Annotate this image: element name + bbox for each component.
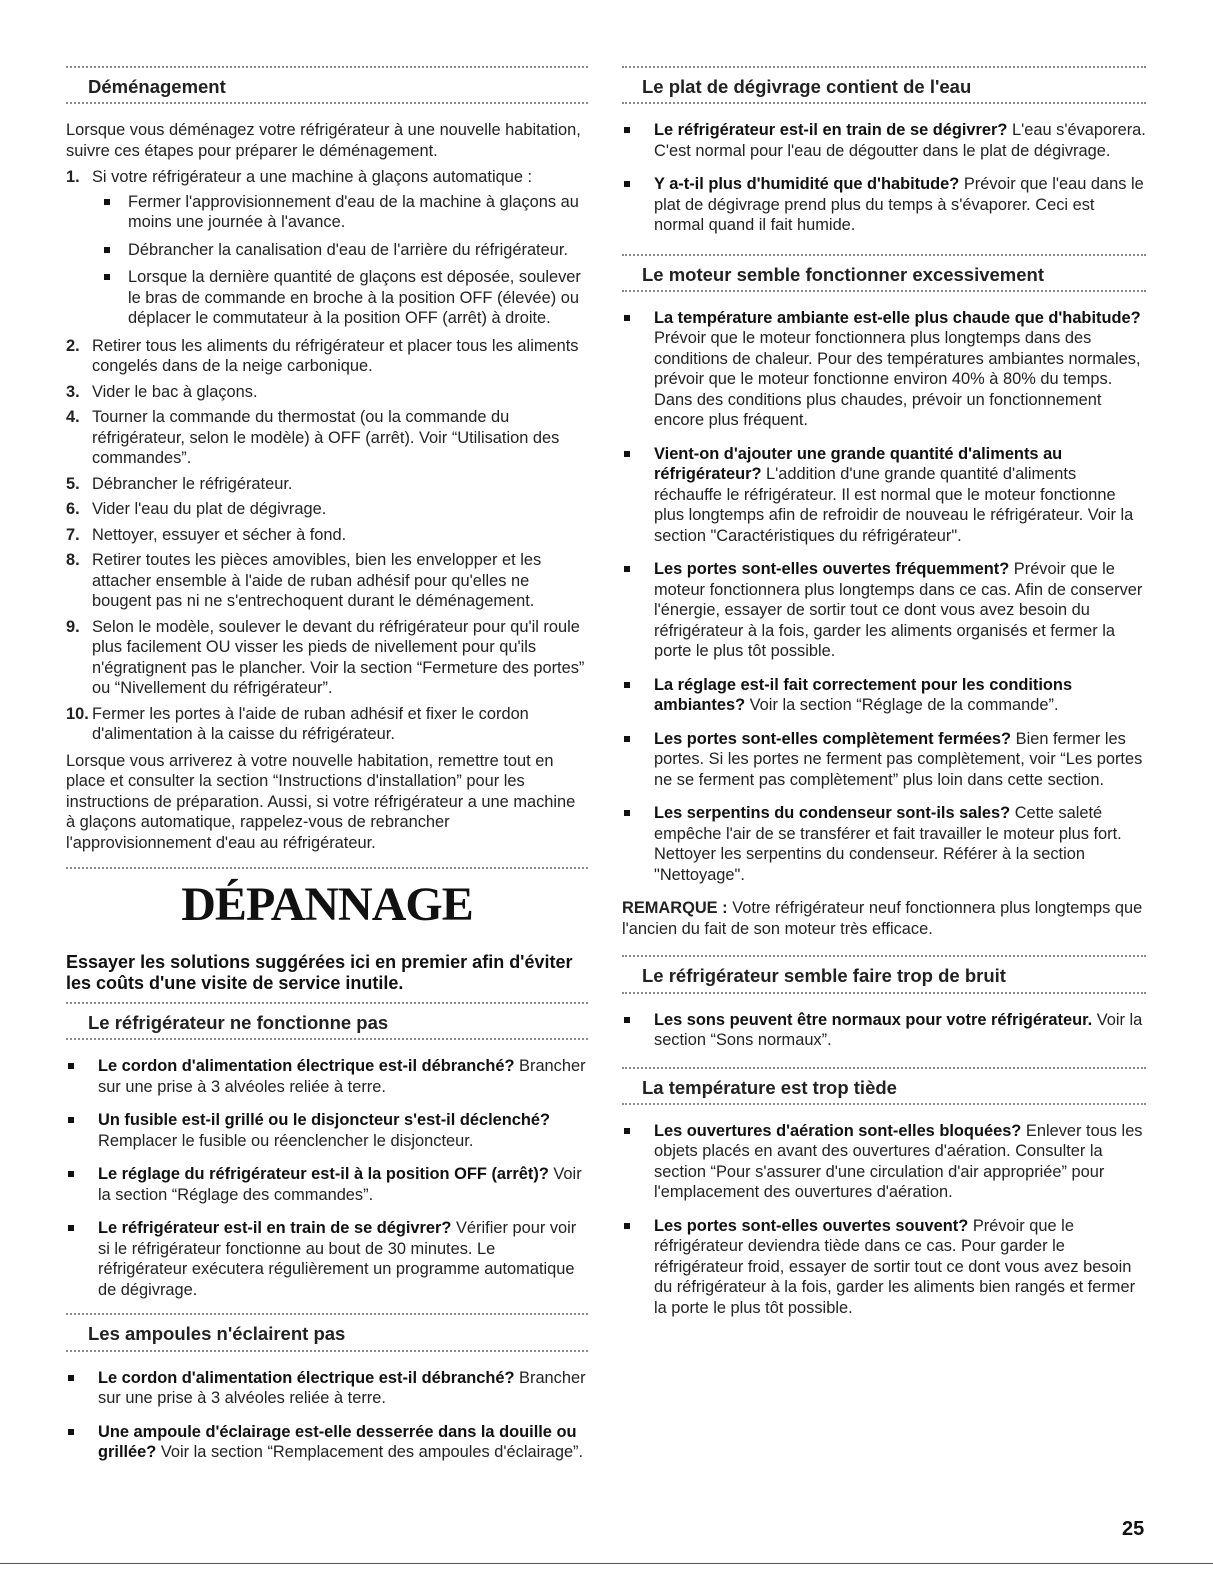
qa-item <box>622 444 1146 547</box>
question: Le réglage du réfrigérateur est-il à la position OFF (arrêt)? <box>98 1165 549 1184</box>
warm-list <box>622 1121 1146 1319</box>
step-text: Nettoyer, essuyer et sécher à fond. <box>92 525 347 544</box>
step-number: 6. <box>66 500 80 519</box>
divider <box>66 867 588 871</box>
question: Les portes sont-elles ouvertes fréquemment? <box>654 560 1010 579</box>
step-text: Tourner la commande du thermostat (ou la commande du réfrigérateur, selon le modèle) à OFF (arrêt). Voir “Utilisation des commandes”. <box>92 408 560 468</box>
step-item <box>66 407 588 469</box>
motor-list <box>622 308 1146 886</box>
step-text: Fermer les portes à l'aide de ruban adhésif et fixer le cordon d'alimentation à la caisse du réfrigérateur. <box>92 704 529 744</box>
sub-item <box>92 192 588 233</box>
square-bullet-icon <box>68 1171 74 1177</box>
step-item <box>66 499 588 520</box>
square-bullet-icon <box>104 199 110 205</box>
step-item <box>66 167 588 329</box>
left-column <box>66 66 588 1476</box>
square-bullet-icon <box>624 736 630 742</box>
question: Une ampoule d'éclairage est-elle desserrée dans la douille ou grillée? <box>98 1422 577 1462</box>
qa-item <box>622 559 1146 662</box>
step-item <box>66 525 588 546</box>
answer: Vérifier pour voir si le réfrigérateur fonctionne au bout de 30 minutes. Le réfrigérateur exécutera régulièrement un programme automatique de dégivrage. <box>98 1219 577 1299</box>
qa-item <box>622 1216 1146 1319</box>
sub-item <box>92 267 588 329</box>
answer: Prévoir que l'eau dans le plat de dégivrage prend plus du temps à s'évaporer. Ceci est normal quand il fait humide. <box>654 175 1144 235</box>
noise-list <box>622 1010 1146 1051</box>
answer: Cette saleté empêche l'air de se transférer et fait travailler le moteur plus fort. Nettoyer les serpentins du condenseur. Référer à la section "Nettoyage". <box>654 804 1122 884</box>
step-number: 9. <box>66 617 80 636</box>
question: Vient-on d'ajouter une grande quantité d'aliments au réfrigérateur? <box>654 444 1063 484</box>
step-text: Débrancher le réfrigérateur. <box>92 474 293 493</box>
divider <box>66 1350 588 1354</box>
section-heading: Le moteur semble fonctionner excessivement <box>642 263 1044 285</box>
answer: L'addition d'une grande quantité d'aliments réchauffe le réfrigérateur. Il est normal que le moteur fonctionne plus longtemps afin de refroidir de nouveau le réfrigérateur. Voir la section "Caractéristiques du réfrigérateur". <box>654 465 1134 545</box>
moving-intro: Lorsque vous déménagez votre réfrigérateur à une nouvelle habitation, suivre ces étapes pour préparer le déménagement. <box>66 121 581 160</box>
answer: Voir la section “Réglage des commandes”. <box>98 1165 582 1204</box>
question: La température ambiante est-elle plus chaude que d'habitude? <box>654 308 1141 327</box>
section-heading: Le réfrigérateur semble faire trop de bruit <box>642 965 1006 987</box>
square-bullet-icon <box>68 1225 74 1231</box>
square-bullet-icon <box>624 181 630 187</box>
qa-item <box>622 308 1146 431</box>
step-sub-list <box>92 192 588 329</box>
qa-item <box>622 1010 1146 1051</box>
step-number: 7. <box>66 525 80 544</box>
step-number: 5. <box>66 474 80 493</box>
answer: Voir la section “Remplacement des ampoules d'éclairage”. <box>160 1443 584 1462</box>
footer-rule <box>0 1563 1213 1564</box>
answer: Bien fermer les portes. Si les portes ne ferment pas complètement, voir “Les portes ne se ferment pas complètement” plus loin dans cette section. <box>654 729 1143 789</box>
divider <box>66 1038 588 1042</box>
answer: Remplacer le fusible ou réenclencher le disjoncteur. <box>98 1131 474 1150</box>
qa-item <box>622 120 1146 161</box>
not-working-heading-block <box>66 1002 588 1042</box>
square-bullet-icon <box>624 810 630 816</box>
page-title: DÉPANNAGE <box>181 878 473 932</box>
answer: Prévoir que le réfrigérateur deviendra tiède dans ce cas. Pour garder le réfrigérateur froid, essayer de sortir tout ce dont vous avez besoin du réfrigérateur à la fois, garder les aliments bien rangés et fermer la porte le plus tôt possible. <box>654 1216 1136 1317</box>
question: Les portes sont-elles ouvertes souvent? <box>654 1216 969 1235</box>
right-column <box>622 66 1146 1331</box>
square-bullet-icon <box>104 274 110 280</box>
divider <box>622 102 1146 106</box>
answer: Prévoir que le moteur fonctionnera plus longtemps dans ce cas. Afin de conserver l'énergie, essayer de sortir tout ce dont vous avez besoin du réfrigérateur à la fois, garder les aliments organisés et fermer la porte le plus tôt possible. <box>654 560 1143 661</box>
qa-item <box>66 1218 588 1300</box>
defrost-heading-block <box>622 66 1146 106</box>
qa-item <box>622 675 1146 716</box>
divider <box>66 102 588 106</box>
step-number: 3. <box>66 382 80 401</box>
sub-item-text: Débrancher la canalisation d'eau de l'arrière du réfrigérateur. <box>128 240 568 259</box>
divider <box>622 992 1146 996</box>
question: Le cordon d'alimentation électrique est-il débranché? <box>98 1368 515 1387</box>
question: Un fusible est-il grillé ou le disjoncteur s'est-il déclenché? <box>98 1111 551 1130</box>
sub-item-text: Fermer l'approvisionnement d'eau de la machine à glaçons au moins une journée à l'avance. <box>128 192 579 232</box>
answer: Voir la section “Sons normaux”. <box>654 1010 1143 1050</box>
square-bullet-icon <box>624 566 630 572</box>
square-bullet-icon <box>624 1017 630 1023</box>
answer: Brancher sur une prise à 3 alvéoles reliée à terre. <box>98 1368 586 1408</box>
sub-item <box>92 240 588 261</box>
step-text: Retirer toutes les pièces amovibles, bien les envelopper et les attacher ensemble à l'aide de ruban adhésif pour qu'elles ne bougent pas ni ne s'entrechoquent durant le déménagement. <box>92 551 542 611</box>
answer: Prévoir que le moteur fonctionnera plus longtemps dans des conditions de chaleur. Pour des températures ambiantes normales, prévoir que le moteur fonctionne environ 40% à 80% du temps. Dans des conditions plus chaudes, prévoir un fonctionnement encore plus fréquent. <box>654 329 1141 430</box>
moving-heading-block <box>66 66 588 106</box>
moving-outro: Lorsque vous arriverez à votre nouvelle habitation, remettre tout en place et consulter la section “Instructions d'installation” pour les instructions de préparation. Aussi, si votre réfrigérateur a une machine à glaçons automatique, rappelez-vous de rebrancher l'approvisionnement d'eau au réfrigérateur. <box>66 751 576 852</box>
noise-heading-block <box>622 955 1146 995</box>
step-item <box>66 474 588 495</box>
motor-heading-block <box>622 254 1146 294</box>
answer: Brancher sur une prise à 3 alvéoles reliée à terre. <box>98 1057 586 1096</box>
question: Y a-t-il plus d'humidité que d'habitude? <box>654 175 960 194</box>
step-number: 1. <box>66 168 80 187</box>
question: Les sons peuvent être normaux pour votre réfrigérateur. <box>654 1010 1093 1029</box>
square-bullet-icon <box>68 1429 74 1435</box>
step-item <box>66 617 588 699</box>
divider <box>622 1103 1146 1107</box>
step-number: 10. <box>66 704 89 723</box>
step-text: Retirer tous les aliments du réfrigérateur et placer tous les aliments congelés dans de la neige carbonique. <box>92 336 579 376</box>
square-bullet-icon <box>624 1223 630 1229</box>
not-working-list <box>66 1056 588 1300</box>
remark-label: REMARQUE : <box>622 899 728 918</box>
step-text: Vider le bac à glaçons. <box>92 382 258 401</box>
answer: Enlever tous les objets placés en avant des ouvertures d'aération. Consulter la section “Pour s'assurer d'une circulation d'air appropriée” pour l'emplacement des ouvertures d'aération. <box>654 1121 1143 1202</box>
question: Le cordon d'alimentation électrique est-il débranché? <box>98 1057 515 1076</box>
square-bullet-icon <box>104 247 110 253</box>
square-bullet-icon <box>624 315 630 321</box>
section-heading: Déménagement <box>88 76 226 97</box>
question: Les ouvertures d'aération sont-elles bloquées? <box>654 1121 1022 1140</box>
section-heading: Le plat de dégivrage contient de l'eau <box>642 76 972 97</box>
step-number: 8. <box>66 551 80 570</box>
moving-steps <box>66 167 588 745</box>
square-bullet-icon <box>624 1128 630 1134</box>
qa-item <box>66 1422 588 1463</box>
step-text: Si votre réfrigérateur a une machine à glaçons automatique : <box>92 168 533 187</box>
qa-item <box>622 729 1146 791</box>
qa-item <box>66 1056 588 1097</box>
remark <box>622 898 1146 939</box>
step-item <box>66 382 588 403</box>
question: La réglage est-il fait correctement pour les conditions ambiantes? <box>654 675 1073 715</box>
qa-item <box>622 803 1146 885</box>
question: Le réfrigérateur est-il en train de se dégivrer? <box>654 121 1008 140</box>
square-bullet-icon <box>68 1375 74 1381</box>
square-bullet-icon <box>68 1063 74 1069</box>
bulbs-list <box>66 1368 588 1463</box>
answer: Voir la section “Réglage de la commande”. <box>749 696 1059 715</box>
square-bullet-icon <box>624 451 630 457</box>
warm-heading-block <box>622 1067 1146 1107</box>
square-bullet-icon <box>624 127 630 133</box>
square-bullet-icon <box>624 682 630 688</box>
question: Les serpentins du condenseur sont-ils sales? <box>654 804 1011 823</box>
qa-item <box>622 1121 1146 1203</box>
qa-item <box>66 1368 588 1409</box>
qa-item <box>622 174 1146 236</box>
defrost-list <box>622 120 1146 236</box>
troubleshooting-intro: Essayer les solutions suggérées ici en premier afin d'éviter les coûts d'une visite de service inutile. <box>66 952 573 994</box>
square-bullet-icon <box>68 1117 74 1123</box>
question: Le réfrigérateur est-il en train de se dégivrer? <box>98 1219 452 1238</box>
section-heading: La température est trop tiède <box>642 1076 897 1098</box>
answer: L'eau s'évaporera. C'est normal pour l'eau de dégoutter dans le plat de dégivrage. <box>654 121 1146 160</box>
section-heading: Les ampoules n'éclairent pas <box>88 1323 346 1345</box>
bulbs-heading-block <box>66 1313 588 1353</box>
remark-text: Votre réfrigérateur neuf fonctionnera plus longtemps que l'ancien du fait de son moteur très efficace. <box>622 899 1143 938</box>
step-number: 4. <box>66 408 80 427</box>
step-item <box>66 550 588 612</box>
page-number: 25 <box>1122 1518 1145 1540</box>
divider <box>622 290 1146 294</box>
step-text: Selon le modèle, soulever le devant du réfrigérateur pour qu'il roule plus facilement OU visser les pieds de nivellement pour qu'ils n'égratignent pas le plancher. Voir la section “Fermeture des portes” ou “Nivellement du réfrigérateur”. <box>92 617 585 698</box>
step-item <box>66 704 588 745</box>
qa-item <box>66 1110 588 1151</box>
qa-item <box>66 1164 588 1205</box>
step-item <box>66 336 588 377</box>
step-number: 2. <box>66 336 80 355</box>
question: Les portes sont-elles complètement fermées? <box>654 729 1012 748</box>
section-heading: Le réfrigérateur ne fonctionne pas <box>88 1012 389 1034</box>
sub-item-text: Lorsque la dernière quantité de glaçons est déposée, soulever le bras de commande en broche à la position OFF (élevée) ou déplacer le commutateur à la position OFF (arrêt) à droite. <box>128 268 581 328</box>
step-text: Vider l'eau du plat de dégivrage. <box>92 500 327 519</box>
